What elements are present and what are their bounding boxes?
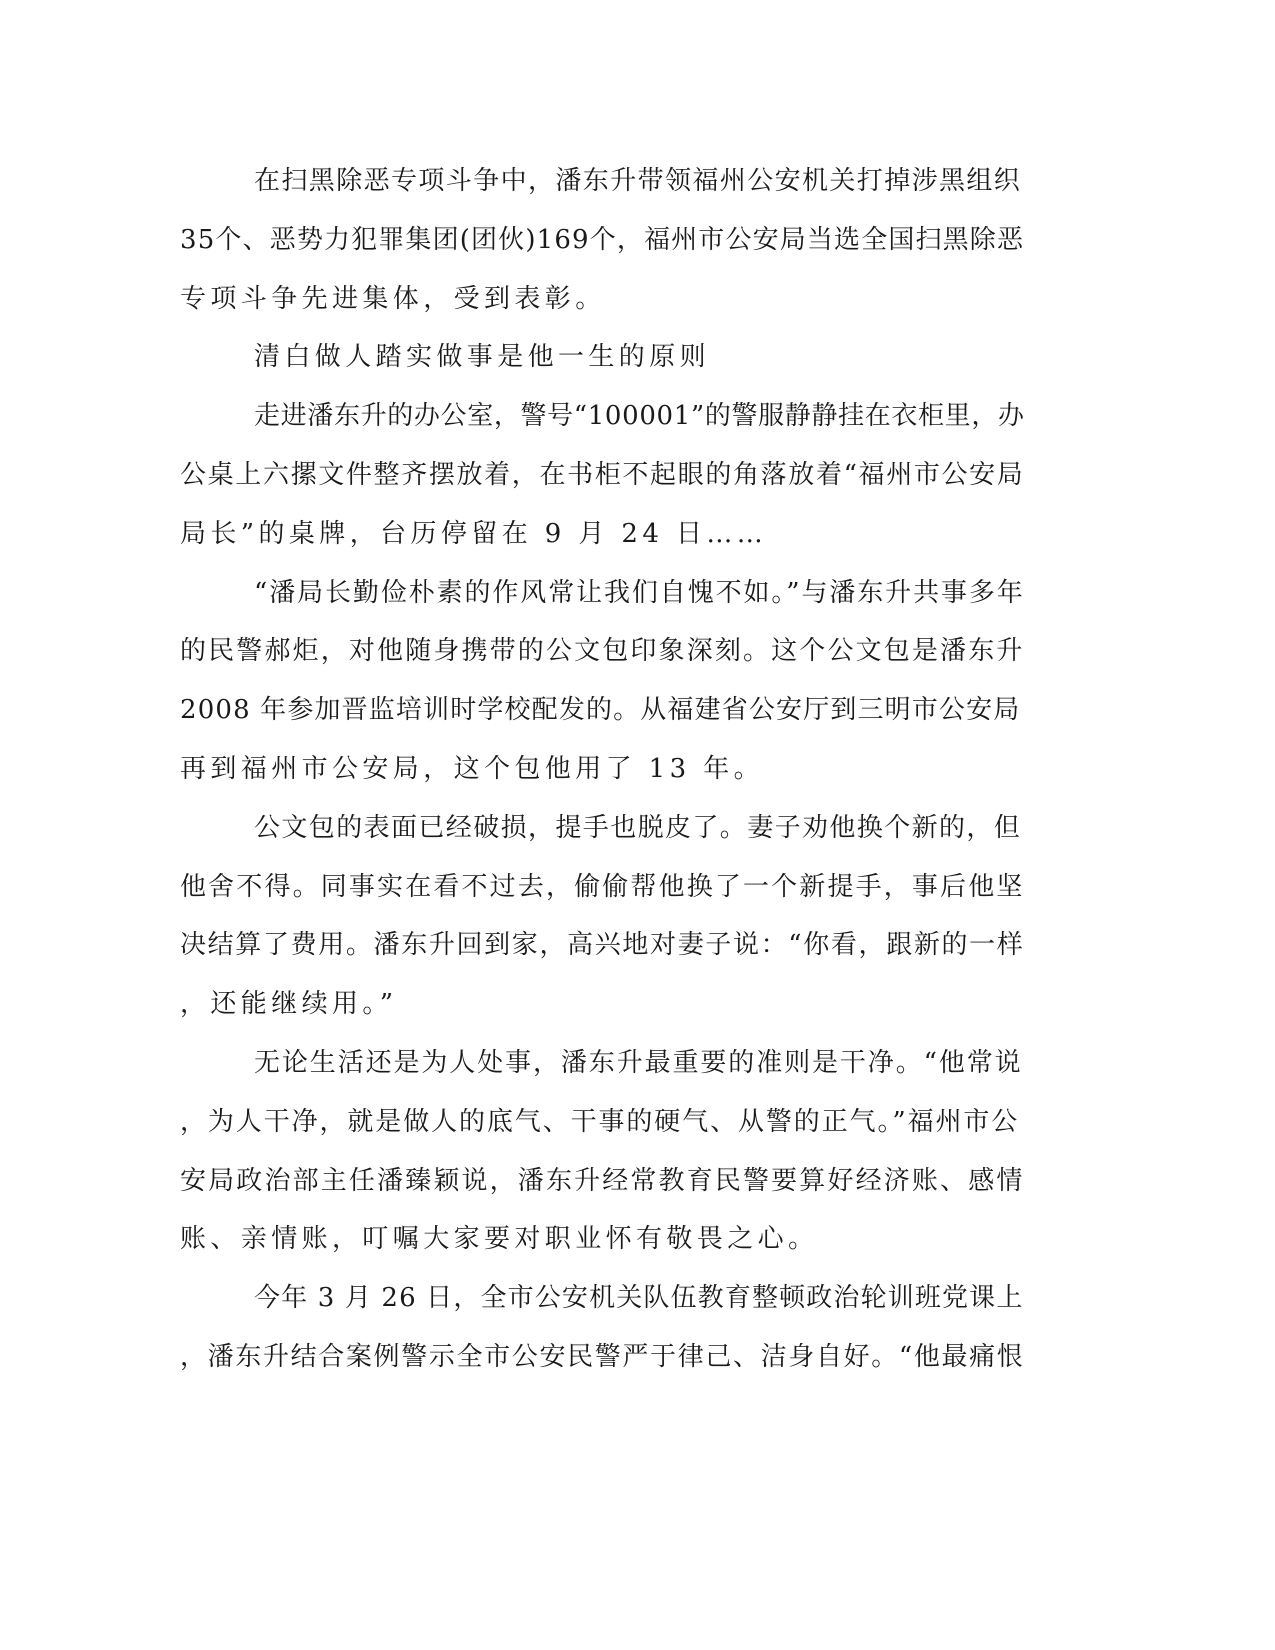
paragraph-line: 局长”的桌牌，台历停留在 9 月 24 日……	[180, 518, 768, 549]
paragraph-line: 在扫黑除恶专项斗争中，潘东升带领福州公安机关打掉涉黑组织	[254, 166, 1022, 196]
paragraph-line: “潘局长勤俭朴素的作风常让我们自愧不如。”与潘东升共事多年	[254, 577, 1025, 608]
paragraph-line: 35个、恶势力犯罪集团(团伙)169个，福州市公安局当选全国扫黑除恶	[180, 224, 1025, 255]
paragraph-line: 的民警郝炬，对他随身携带的公文包印象深刻。这个公文包是潘东升	[180, 636, 1025, 667]
paragraph-line: 无论生活还是为人处事，潘东升最重要的准则是干净。“他常说	[254, 1047, 1023, 1078]
paragraph-line: 决结算了费用。潘东升回到家，高兴地对妻子说：“你看，跟新的一样	[180, 930, 1025, 961]
paragraph-line: 安局政治部主任潘臻颖说，潘东升经常教育民警要算好经济账、感情	[180, 1165, 1025, 1196]
paragraph-line: 专项斗争先进集体，受到表彰。	[180, 283, 606, 314]
paragraph-line: 再到福州市公安局，这个包他用了 13 年。	[180, 753, 765, 784]
paragraph-line: 2008 年参加晋监培训时学校配发的。从福建省公安厅到三明市公安局	[180, 695, 1021, 726]
paragraph-line: ，为人干净，就是做人的底气、干事的硬气、从警的正气。”福州市公	[180, 1106, 1020, 1137]
paragraph-line: 公文包的表面已经破损，提手也脱皮了。妻子劝他换个新的，但	[254, 812, 1022, 843]
paragraph-line: 公桌上六摞文件整齐摆放着，在书柜不起眼的角落放着“福州市公安局	[180, 459, 1025, 490]
paragraph-line: 今年 3 月 26 日，全市公安机关队伍教育整顿政治轮训班党课上	[254, 1283, 1024, 1314]
section-heading: 清白做人踏实做事是他一生的原则	[254, 342, 711, 373]
paragraph-line: ，还能继续用。”	[180, 989, 398, 1020]
paragraph-line: 账、亲情账，叮嘱大家要对职业怀有敬畏之心。	[180, 1224, 819, 1255]
document-page	[180, 152, 1026, 1387]
paragraph-line: 走进潘东升的办公室，警号“100001”的警服静静挂在衣柜里，办	[254, 401, 1025, 432]
paragraph-line: 他舍不得。同事实在看不过去，偷偷帮他换了一个新提手，事后他坚	[180, 871, 1025, 902]
paragraph-line: ，潘东升结合案例警示全市公安民警严于律己、洁身自好。“他最痛恨	[180, 1341, 1025, 1372]
